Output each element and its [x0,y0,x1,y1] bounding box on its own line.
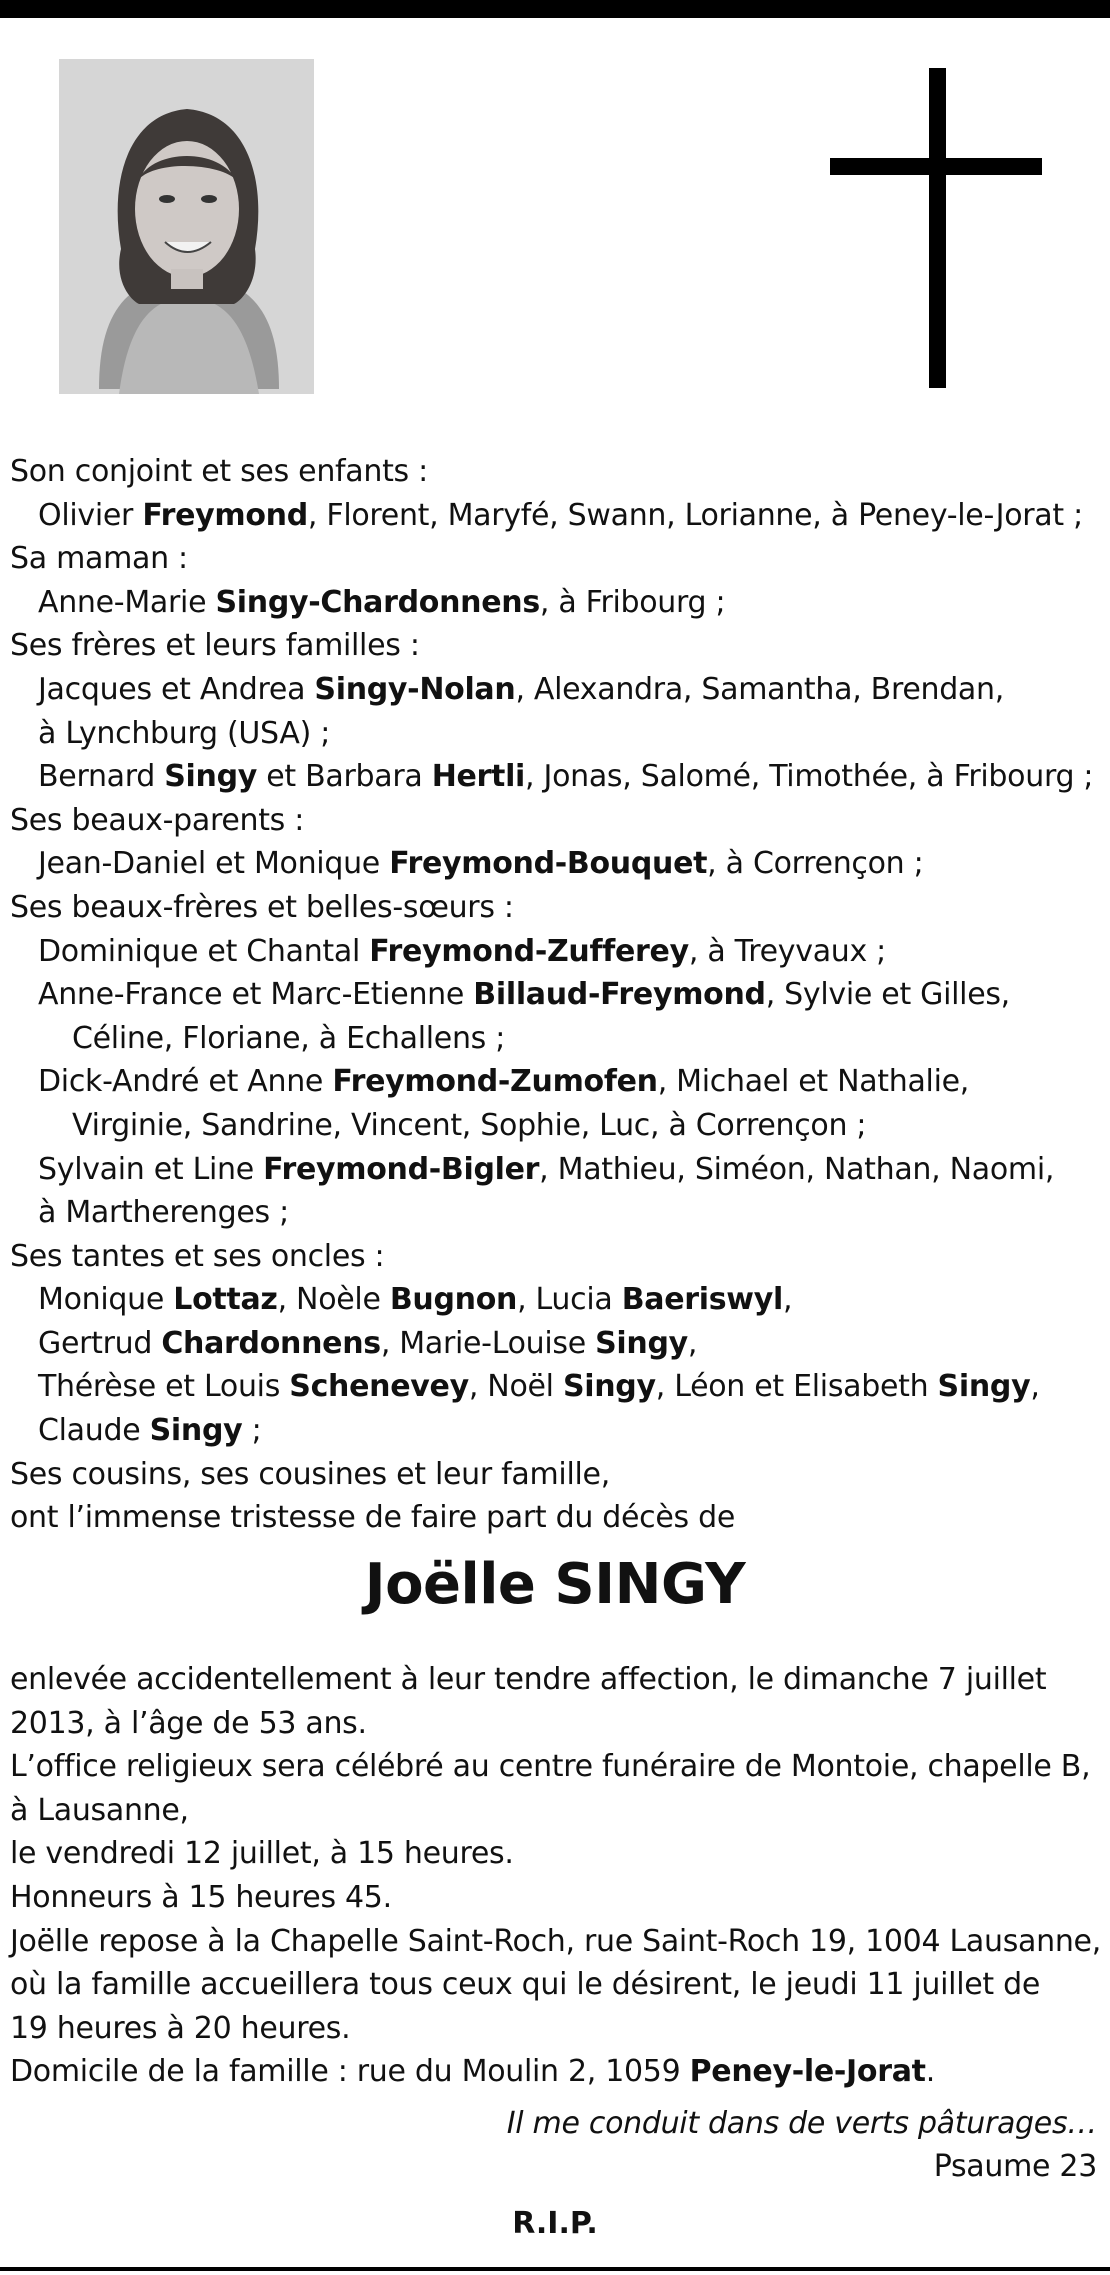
family-entry: Dick-André et Anne Freymond-Zumofen, Michael et Nathalie, [38,1064,970,1100]
family-entry: Monique Lottaz, Noèle Bugnon, Lucia Baeriswyl, [38,1282,793,1318]
details-line: à Lausanne, [10,1792,189,1828]
family-entry-continued: à Lynchburg (USA) ; [38,715,331,751]
details-line: 2013, à l’âge de 53 ans. [10,1705,367,1741]
family-entry: Jean-Daniel et Monique Freymond-Bouquet, à Corrençon ; [38,846,924,882]
details-line: le vendredi 12 juillet, à 15 heures. [10,1836,514,1872]
family-list [10,450,1105,1540]
details-line: enlevée accidentellement à leur tendre affection, le dimanche 7 juillet [10,1662,1047,1697]
group-heading: Ses frères et leurs familles : [10,628,420,664]
family-entry: Dominique et Chantal Freymond-Zufferey, à Treyvaux ; [38,933,886,969]
cross-icon [830,68,1042,388]
details-line: où la famille accueillera tous ceux qui le désirent, le jeudi 11 juillet de [10,1967,1041,2003]
bottom-rule [0,2267,1110,2271]
details-line: L’office religieux sera célébré au centre funéraire de Montoie, chapelle B, [10,1749,1091,1785]
announcement-line: ont l’immense tristesse de faire part du décès de [10,1500,736,1536]
family-entry: Sylvain et Line Freymond-Bigler, Mathieu, Siméon, Nathan, Naomi, [38,1151,1055,1187]
group-heading: Ses beaux-frères et belles-sœurs : [10,889,514,925]
group-heading: Son conjoint et ses enfants : [10,454,428,489]
family-entry: Bernard Singy et Barbara Hertli, Jonas, Salomé, Timothée, à Fribourg ; [38,759,1094,795]
details-line: 19 heures à 20 heures. [10,2010,351,2046]
quote-text: Il me conduit dans de verts pâturages… [506,2106,1097,2141]
scripture-quote [507,2102,1097,2188]
group-heading: Ses tantes et ses oncles : [10,1238,385,1274]
details-line: Honneurs à 15 heures 45. [10,1879,392,1915]
family-entry-continued: Virginie, Sandrine, Vincent, Sophie, Luc, à Corrençon ; [72,1107,867,1143]
deceased-name: Joëlle SINGY [364,1552,746,1617]
family-entry: Gertrud Chardonnens, Marie-Louise Singy, [38,1325,698,1361]
portrait-photo [59,59,314,394]
family-entry-continued: Céline, Floriane, à Echallens ; [72,1020,506,1056]
family-entry: Olivier Freymond, Florent, Maryfé, Swann, Lorianne, à Peney-le-Jorat ; [38,497,1083,533]
details-line: Domicile de la famille : rue du Moulin 2, 1059 Peney-le-Jorat. [10,2054,935,2090]
group-heading: Ses cousins, ses cousines et leur famille, [10,1456,610,1492]
family-entry: Claude Singy ; [38,1413,262,1449]
family-entry-continued: à Martherenges ; [38,1195,289,1231]
top-rule [0,0,1110,18]
quote-source: Psaume 23 [933,2149,1097,2184]
family-entry: Anne-France et Marc-Etienne Billaud-Freymond, Sylvie et Gilles, [38,977,1010,1013]
group-heading: Sa maman : [10,541,188,577]
rip-closing: R.I.P. [512,2206,598,2241]
funeral-details [10,1658,1105,2094]
family-entry: Thérèse et Louis Schenevey, Noël Singy, Léon et Elisabeth Singy, [38,1369,1040,1405]
group-heading: Ses beaux-parents : [10,802,305,838]
family-entry: Jacques et Andrea Singy-Nolan, Alexandra, Samantha, Brendan, [38,671,1004,707]
details-line: Joëlle repose à la Chapelle Saint-Roch, rue Saint-Roch 19, 1004 Lausanne, [10,1923,1101,1959]
family-entry: Anne-Marie Singy-Chardonnens, à Fribourg ; [38,584,726,620]
